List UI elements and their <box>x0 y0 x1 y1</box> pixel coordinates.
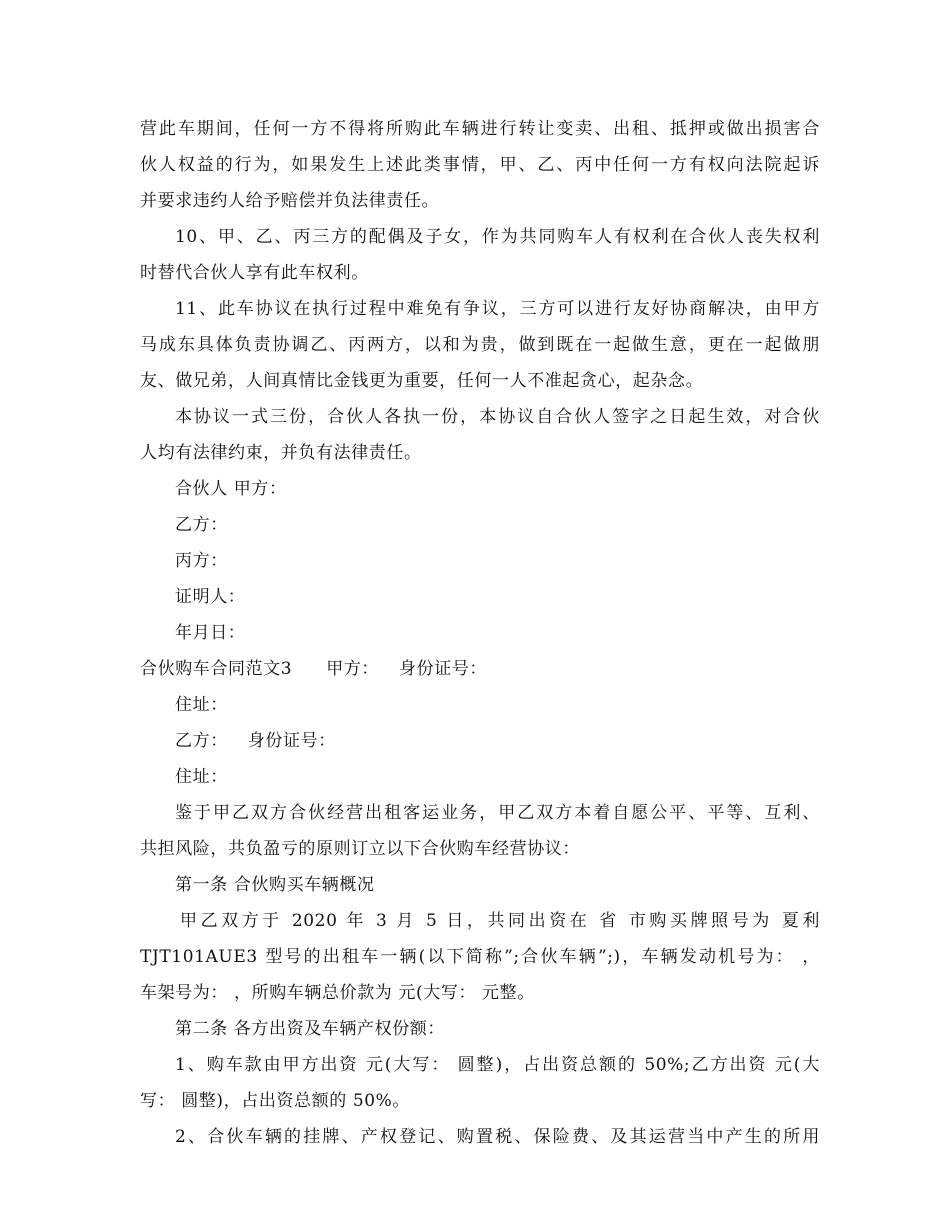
text-line: 车架号为： ，所购车辆总价款为 元(大写： 元整。 <box>140 983 535 1003</box>
text-line: 写： 圆整)，占出资总额的 50%。 <box>140 1091 411 1111</box>
section-title: 合伙购车合同范文3 <box>140 659 293 679</box>
text-line: 人均有法律约束，并负有法律责任。 <box>140 443 422 463</box>
address-label: 住址： <box>175 695 228 715</box>
signature-label-party-b: 乙方： <box>175 515 228 535</box>
article-heading: 第二条 各方出资及车辆产权份额： <box>175 1019 446 1039</box>
section-heading-line <box>140 657 820 681</box>
text-line: 甲乙双方于 2020 年 3 月 5 日，共同出资在 省 市购买牌照号为 夏利 <box>180 911 820 931</box>
party-b-line <box>175 729 820 753</box>
signature-label-party-c: 丙方： <box>175 551 228 571</box>
text-line: 10、甲、乙、丙三方的配偶及子女，作为共同购车人有权利在合伙人丧失权利 <box>175 227 820 247</box>
party-a-label: 甲方： <box>326 659 380 679</box>
article-heading: 第一条 合伙购买车辆概况 <box>175 875 375 895</box>
text-line: 伙人权益的行为，如果发生上述此类事情，甲、乙、丙中任何一方有权向法院起诉 <box>140 155 820 175</box>
signature-label-partner-a: 合伙人 甲方： <box>175 479 287 499</box>
id-number-label: 身份证号： <box>247 731 336 751</box>
text-line: 本协议一式三份，合伙人各执一份，本协议自合伙人签字之日起生效，对合伙 <box>175 407 820 427</box>
text-line: 11、此车协议在执行过程中难免有争议，三方可以进行友好协商解决，由甲方 <box>175 299 820 319</box>
party-b-label: 乙方： <box>175 731 228 751</box>
text-line: 鉴于甲乙双方合伙经营出租客运业务，甲乙双方本着自愿公平、平等、互利、 <box>175 803 820 823</box>
text-line: TJT101AUE3 型号的出租车一辆(以下简称”;合伙车辆”;)，车辆发动机号为： ， <box>140 947 820 967</box>
text-line: 共担风险，共负盈亏的原则订立以下合伙购车经营协议： <box>140 839 580 859</box>
text-line: 马成东具体负责协调乙、丙两方，以和为贵，做到既在一起做生意，更在一起做朋 <box>140 335 820 355</box>
address-label: 住址： <box>175 767 228 787</box>
text-line: 2、合伙车辆的挂牌、产权登记、购置税、保险费、及其运营当中产生的所用 <box>175 1127 820 1147</box>
id-number-label: 身份证号： <box>399 659 488 679</box>
text-line: 营此车期间，任何一方不得将所购此车辆进行转让变卖、出租、抵押或做出损害合 <box>140 119 820 139</box>
text-line: 时替代合伙人享有此车权利。 <box>140 263 369 283</box>
text-line: 1、购车款由甲方出资 元(大写： 圆整)，占出资总额的 50%;乙方出资 元(大 <box>175 1055 820 1075</box>
text-line: 并要求违约人给予赔偿并负法律责任。 <box>140 191 440 211</box>
signature-label-witness: 证明人： <box>175 587 246 607</box>
signature-label-date: 年月日： <box>175 623 246 643</box>
text-line: 友、做兄弟，人间真情比金钱更为重要，任何一人不准起贪心，起杂念。 <box>140 371 704 391</box>
